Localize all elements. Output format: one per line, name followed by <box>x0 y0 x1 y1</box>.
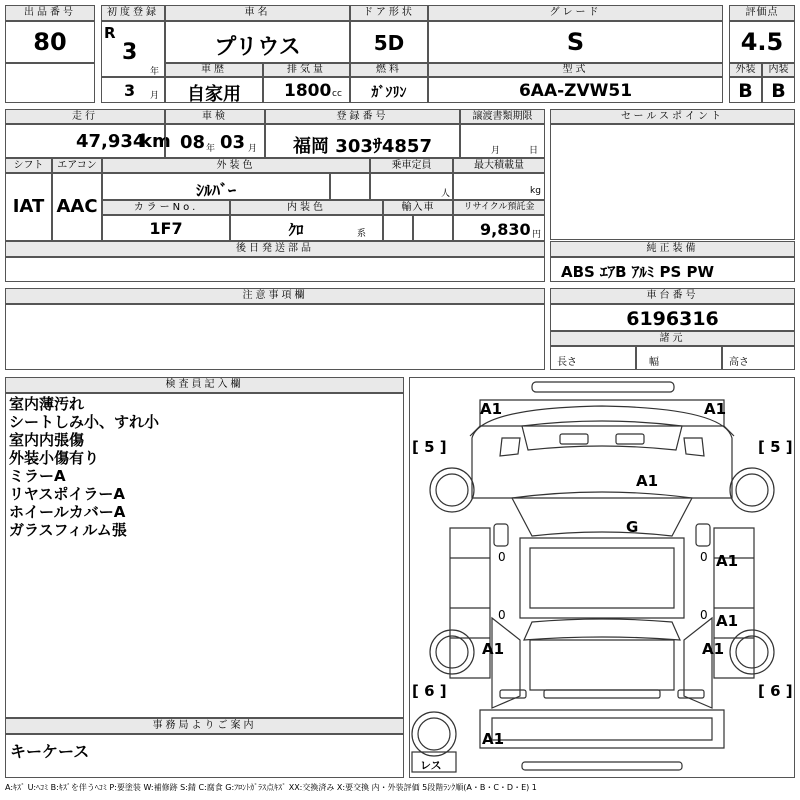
tire-rear-right: [ 6 ] <box>758 682 793 700</box>
grade-value: S <box>566 28 585 56</box>
inspector-box <box>5 393 404 718</box>
later-parts-label: 後日発送部品 <box>5 241 545 257</box>
first-reg-month-box <box>101 77 165 103</box>
mileage-label: 走行 <box>5 109 165 124</box>
model-box <box>428 77 723 103</box>
damage-mark: A1 <box>704 400 727 418</box>
damage-mark: G <box>626 518 639 536</box>
grade-box <box>428 21 723 63</box>
damage-mark: A1 <box>702 640 725 658</box>
damage-mark: A1 <box>716 612 739 630</box>
import-box-2 <box>413 215 453 241</box>
inspector-line: ホイールカバーA <box>9 503 126 521</box>
lot-empty <box>5 63 95 103</box>
zero-mark-right: 0 <box>700 550 708 564</box>
equipment-label: 純正装備 <box>550 241 795 257</box>
color-no-box <box>102 215 230 241</box>
first-reg-year: 3 <box>122 40 138 65</box>
specs-label: 諸元 <box>550 331 795 346</box>
capacity-box <box>370 173 453 200</box>
reg-number-box <box>265 124 460 158</box>
tire-rear-left-value: 6 <box>424 682 435 700</box>
capacity-label: 乗車定員 <box>370 158 453 173</box>
int-color-box <box>230 215 383 241</box>
damage-mark: A1 <box>482 730 505 748</box>
history-box <box>165 77 263 103</box>
door-label: ドア形状 <box>350 5 428 21</box>
aircon-value: AAC <box>56 196 98 217</box>
office-value: キーケース <box>10 742 90 761</box>
notes-box <box>5 304 545 370</box>
fuel-box <box>350 77 428 103</box>
tire-rear-right-value: 6 <box>770 682 781 700</box>
mileage-box <box>5 124 171 158</box>
first-reg-year-unit: 年 <box>150 67 160 77</box>
legend: A:ｷｽﾞ U:ﾍｺﾐ B:ｷｽﾞを伴うﾍｺﾐ P:要塗装 W:補修跡 S:錆 C:腐食 G:ﾌﾛﾝﾄｶﾞﾗｽ点ｷｽﾞ XX:交換済み X:要交換 内・外装評価 5段階ﾗﾝｸ順(A・B・C・D・E) 1 <box>5 783 537 792</box>
shift-label: シフト <box>5 158 52 173</box>
damage-mark: A1 <box>482 640 505 658</box>
aircon-box <box>52 173 102 241</box>
tire-front-right-value: 5 <box>770 438 781 456</box>
zero-mark-right-2: 0 <box>700 608 708 622</box>
ext-color-extra <box>330 173 370 200</box>
reg-number-label: 登録番号 <box>265 109 460 124</box>
recycle-unit: 円 <box>532 230 542 240</box>
damage-mark: A1 <box>480 400 503 418</box>
lot-label: 出品番号 <box>5 5 95 21</box>
equipment-box <box>550 257 795 282</box>
ext-color-box <box>102 173 330 200</box>
recycle-value: 9,830 <box>480 220 531 239</box>
inspector-line: ミラーA <box>9 467 66 485</box>
car-name-label: 車名 <box>165 5 350 21</box>
specs-height-box <box>722 346 795 370</box>
inspector-line: ガラスフィルム張 <box>9 521 127 539</box>
inspector-line: 室内薄汚れ <box>9 395 85 413</box>
int-color-suffix: 系 <box>357 229 367 239</box>
sales-points-box <box>550 124 795 240</box>
color-no-value: 1F7 <box>149 219 183 238</box>
damage-mark: A1 <box>716 552 739 570</box>
inspection-month-unit: 月 <box>248 144 258 154</box>
capacity-unit: 人 <box>441 189 451 199</box>
car-name-box <box>165 21 350 63</box>
displacement-label: 排気量 <box>263 63 350 77</box>
inspection-year: 08 <box>180 132 206 153</box>
tire-front-right: [ 5 ] <box>758 438 793 456</box>
fuel-label: 燃料 <box>350 63 428 77</box>
specs-width-box <box>636 346 722 370</box>
reg-number: 福岡 303ｻ4857 <box>293 136 432 157</box>
displacement-unit: cc <box>332 89 342 99</box>
ext-grade-label: 外装 <box>729 63 762 77</box>
inspection-box <box>165 124 265 158</box>
inspector-line: シートしみ小、すれ小 <box>9 413 160 431</box>
office-label: 事務局よりご案内 <box>5 718 404 734</box>
specs-width: 幅 <box>649 357 659 368</box>
first-reg-month: 3 <box>124 81 136 100</box>
int-color-label: 内装色 <box>230 200 383 215</box>
mileage-value: 47,934 <box>76 131 146 152</box>
inspector-line: 外装小傷有り <box>9 449 100 467</box>
recycle-label: リサイクル預託金 <box>453 200 545 215</box>
import-label: 輸入車 <box>383 200 453 215</box>
equipment-value: ABS ｴｱB ｱﾙﾐ PS PW <box>561 263 715 281</box>
inspector-lines <box>9 395 159 539</box>
displacement-box <box>263 77 350 103</box>
model-label: 型式 <box>428 63 723 77</box>
first-reg-month-unit: 月 <box>150 91 160 101</box>
first-reg-year-box <box>101 21 165 77</box>
tire-front-left: [ 5 ] <box>412 438 447 456</box>
door-box <box>350 21 428 63</box>
history-value: 自家用 <box>187 84 241 105</box>
chassis-box <box>550 304 795 331</box>
car-diagram <box>410 378 794 777</box>
zero-mark-left: 0 <box>498 550 506 564</box>
fuel-value: ｶﾞｿﾘﾝ <box>371 85 407 101</box>
specs-length: 長さ <box>557 357 577 368</box>
ext-color-label: 外装色 <box>102 158 370 173</box>
max-load-label: 最大積載量 <box>453 158 545 173</box>
import-box-1 <box>383 215 413 241</box>
chassis-number: 6196316 <box>626 308 719 330</box>
transfer-label: 譲渡書類期限 <box>460 109 545 124</box>
later-parts-box <box>5 257 545 282</box>
office-box <box>5 734 404 778</box>
spare-tire-label: レス <box>420 759 442 772</box>
damage-mark: A1 <box>636 472 659 490</box>
inspection-month: 03 <box>220 132 246 153</box>
history-label: 車歴 <box>165 63 263 77</box>
first-reg-era: R <box>104 24 116 42</box>
notes-label: 注意事項欄 <box>5 288 545 304</box>
int-grade-label: 内装 <box>762 63 795 77</box>
int-color-value: ｸﾛ <box>288 221 304 239</box>
recycle-box <box>453 215 545 241</box>
grade-label: グレード <box>428 5 723 21</box>
ext-color-value: ｼﾙﾊﾞｰ <box>195 181 236 200</box>
car-diagram-box <box>409 377 795 778</box>
first-reg-label: 初度登録 <box>101 5 165 21</box>
color-no-label: カラーNo. <box>102 200 230 215</box>
inspection-year-unit: 年 <box>206 144 216 154</box>
model-value: 6AA-ZVW51 <box>518 81 633 101</box>
transfer-day: 日 <box>529 146 539 156</box>
tire-front-left-value: 5 <box>424 438 435 456</box>
transfer-box <box>460 124 545 158</box>
shift-value: IAT <box>12 196 45 217</box>
transfer-month: 月 <box>491 146 501 156</box>
inspector-line: 室内内張傷 <box>9 431 85 449</box>
mileage-unit: km <box>140 131 171 152</box>
inspector-label: 検査員記入欄 <box>5 377 404 393</box>
score-label: 評価点 <box>729 5 795 21</box>
specs-height: 高さ <box>729 357 749 368</box>
lot-number: 80 <box>33 28 67 56</box>
int-grade-box <box>762 77 795 103</box>
car-name: プリウス <box>214 35 301 60</box>
aircon-label: エアコン <box>52 158 102 173</box>
chassis-label: 車台番号 <box>550 288 795 304</box>
inspection-label: 車検 <box>165 109 265 124</box>
ext-grade-box <box>729 77 762 103</box>
door-type: 5D <box>373 31 405 55</box>
tire-rear-left: [ 6 ] <box>412 682 447 700</box>
score-box <box>729 21 795 63</box>
specs-length-box <box>550 346 636 370</box>
max-load-box <box>453 173 545 200</box>
score-value: 4.5 <box>740 28 784 56</box>
ext-grade-value: B <box>738 80 753 102</box>
lot-box <box>5 21 95 63</box>
inspector-line: リヤスポイラーA <box>9 485 126 503</box>
shift-box <box>5 173 52 241</box>
int-grade-value: B <box>771 80 786 102</box>
zero-mark-left-2: 0 <box>498 608 506 622</box>
displacement-value: 1800 <box>284 81 332 101</box>
max-load-unit: kg <box>530 186 541 196</box>
sales-points-label: セールスポイント <box>550 109 795 124</box>
